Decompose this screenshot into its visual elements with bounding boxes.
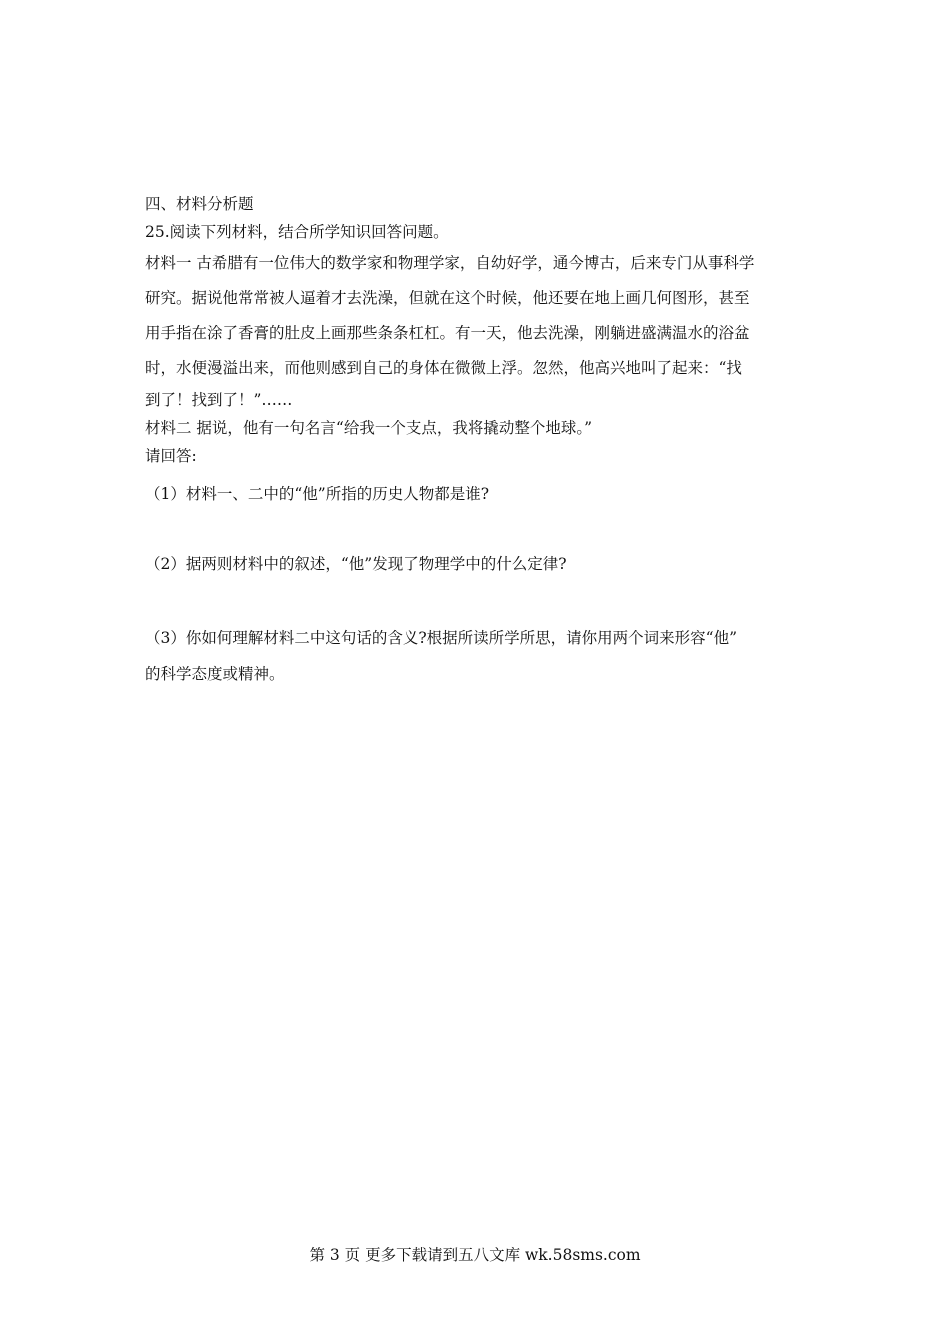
material-one-line: 用手指在涂了香膏的肚皮上画那些条条杠杠。有一天，他去洗澡，刚躺进盛满温水的浴盆 — [145, 324, 750, 342]
sub-question-3-line: （3）你如何理解材料二中这句话的含义?根据所读所学所思，请你用两个词来形容“他” — [145, 629, 738, 647]
material-one — [145, 246, 805, 414]
material-one-line: 到了！找到了！”…… — [145, 391, 293, 409]
question-intro: 25.阅读下列材料，结合所学知识回答问题。 — [145, 223, 449, 241]
sub-question-3 — [145, 620, 805, 692]
answer-prompt: 请回答: — [145, 447, 197, 465]
material-one-line: 时，水便漫溢出来，而他则感到自己的身体在微微上浮。忽然，他高兴地叫了起来：“找 — [145, 359, 742, 377]
section-title: 四、材料分析题 — [145, 195, 254, 213]
sub-question-2: （2）据两则材料中的叙述，“他”发现了物理学中的什么定律? — [145, 555, 567, 573]
material-two: 材料二 据说，他有一句名言“给我一个支点，我将撬动整个地球。” — [145, 419, 593, 437]
page-content — [145, 190, 805, 692]
material-one-line: 材料一 古希腊有一位伟大的数学家和物理学家，自幼好学，通今博古，后来专门从事科学 — [145, 254, 755, 272]
page-footer: 第 3 页 更多下载请到五八文库 wk.58sms.com — [309, 1246, 641, 1264]
sub-question-3-line: 的科学态度或精神。 — [145, 665, 285, 683]
material-one-line: 研究。据说他常常被人逼着才去洗澡，但就在这个时候，他还要在地上画几何图形，甚至 — [145, 289, 750, 307]
sub-question-1: （1）材料一、二中的“他”所指的历史人物都是谁? — [145, 485, 490, 503]
